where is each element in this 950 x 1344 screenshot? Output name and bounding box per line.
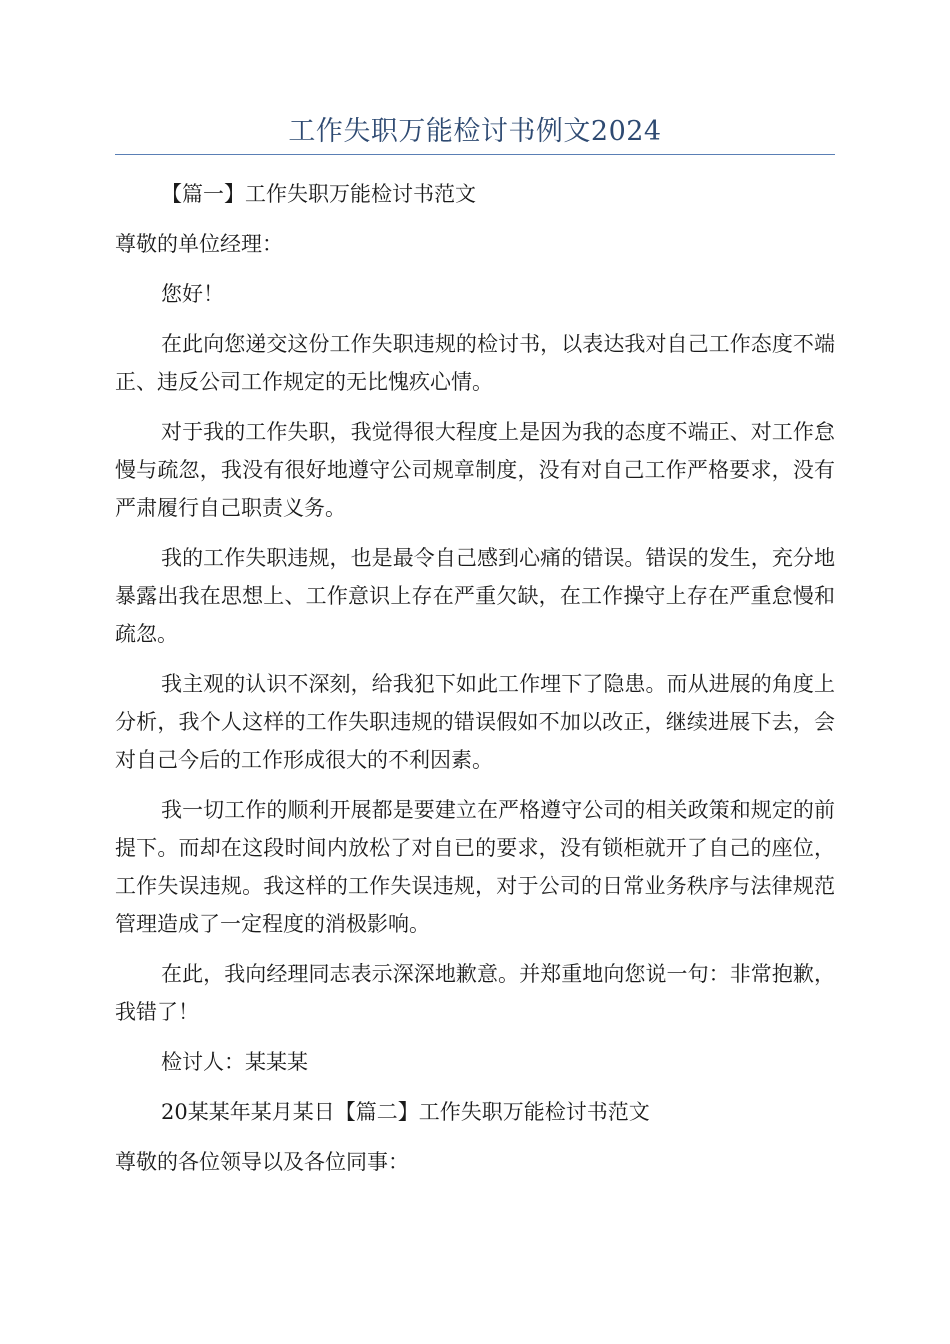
body-paragraph: 在此向您递交这份工作失职违规的检讨书，以表达我对自己工作态度不端正、违反公司工作规定的无比愧疚心情。 (115, 332, 835, 394)
signature-line: 检讨人：某某某 (161, 1050, 308, 1074)
body-paragraph: 我的工作失职违规，也是最令自己感到心痛的错误。错误的发生，充分地暴露出我在思想上、工作意识上存在严重欠缺，在工作操守上存在严重怠慢和疏忽。 (115, 546, 835, 646)
body-paragraph: 对于我的工作失职，我觉得很大程度上是因为我的态度不端正、对工作怠慢与疏忽，我没有很好地遵守公司规章制度，没有对自己工作严格要求，没有严肃履行自己职责义务。 (115, 420, 835, 520)
body-paragraph: 我主观的认识不深刻，给我犯下如此工作埋下了隐患。而从进展的角度上分析，我个人这样的工作失职违规的错误假如不加以改正，继续进展下去，会对自己今后的工作形成很大的不利因素。 (115, 672, 835, 772)
salutation-2: 尊敬的各位领导以及各位同事： (115, 1150, 409, 1174)
body-paragraph: 我一切工作的顺利开展都是要建立在严格遵守公司的相关政策和规定的前提下。而却在这段时间内放松了对自已的要求，没有锁柜就开了自己的座位，工作失误违规。我这样的工作失误违规，对于公司的日常业务秩序与法律规范管理造成了一定程度的消极影响。 (115, 798, 835, 936)
section-heading-1: 【篇一】工作失职万能检讨书范文 (161, 182, 476, 206)
document-title: 工作失职万能检讨书例文2024 (288, 116, 662, 147)
date-and-section-heading-2: 20某某年某月某日【篇二】工作失职万能检讨书范文 (161, 1100, 650, 1124)
greeting: 您好！ (161, 282, 224, 306)
document-body (115, 175, 835, 1193)
salutation: 尊敬的单位经理： (115, 232, 283, 256)
title-underline (115, 154, 835, 155)
body-paragraph: 在此，我向经理同志表示深深地歉意。并郑重地向您说一句：非常抱歉，我错了！ (115, 962, 835, 1024)
